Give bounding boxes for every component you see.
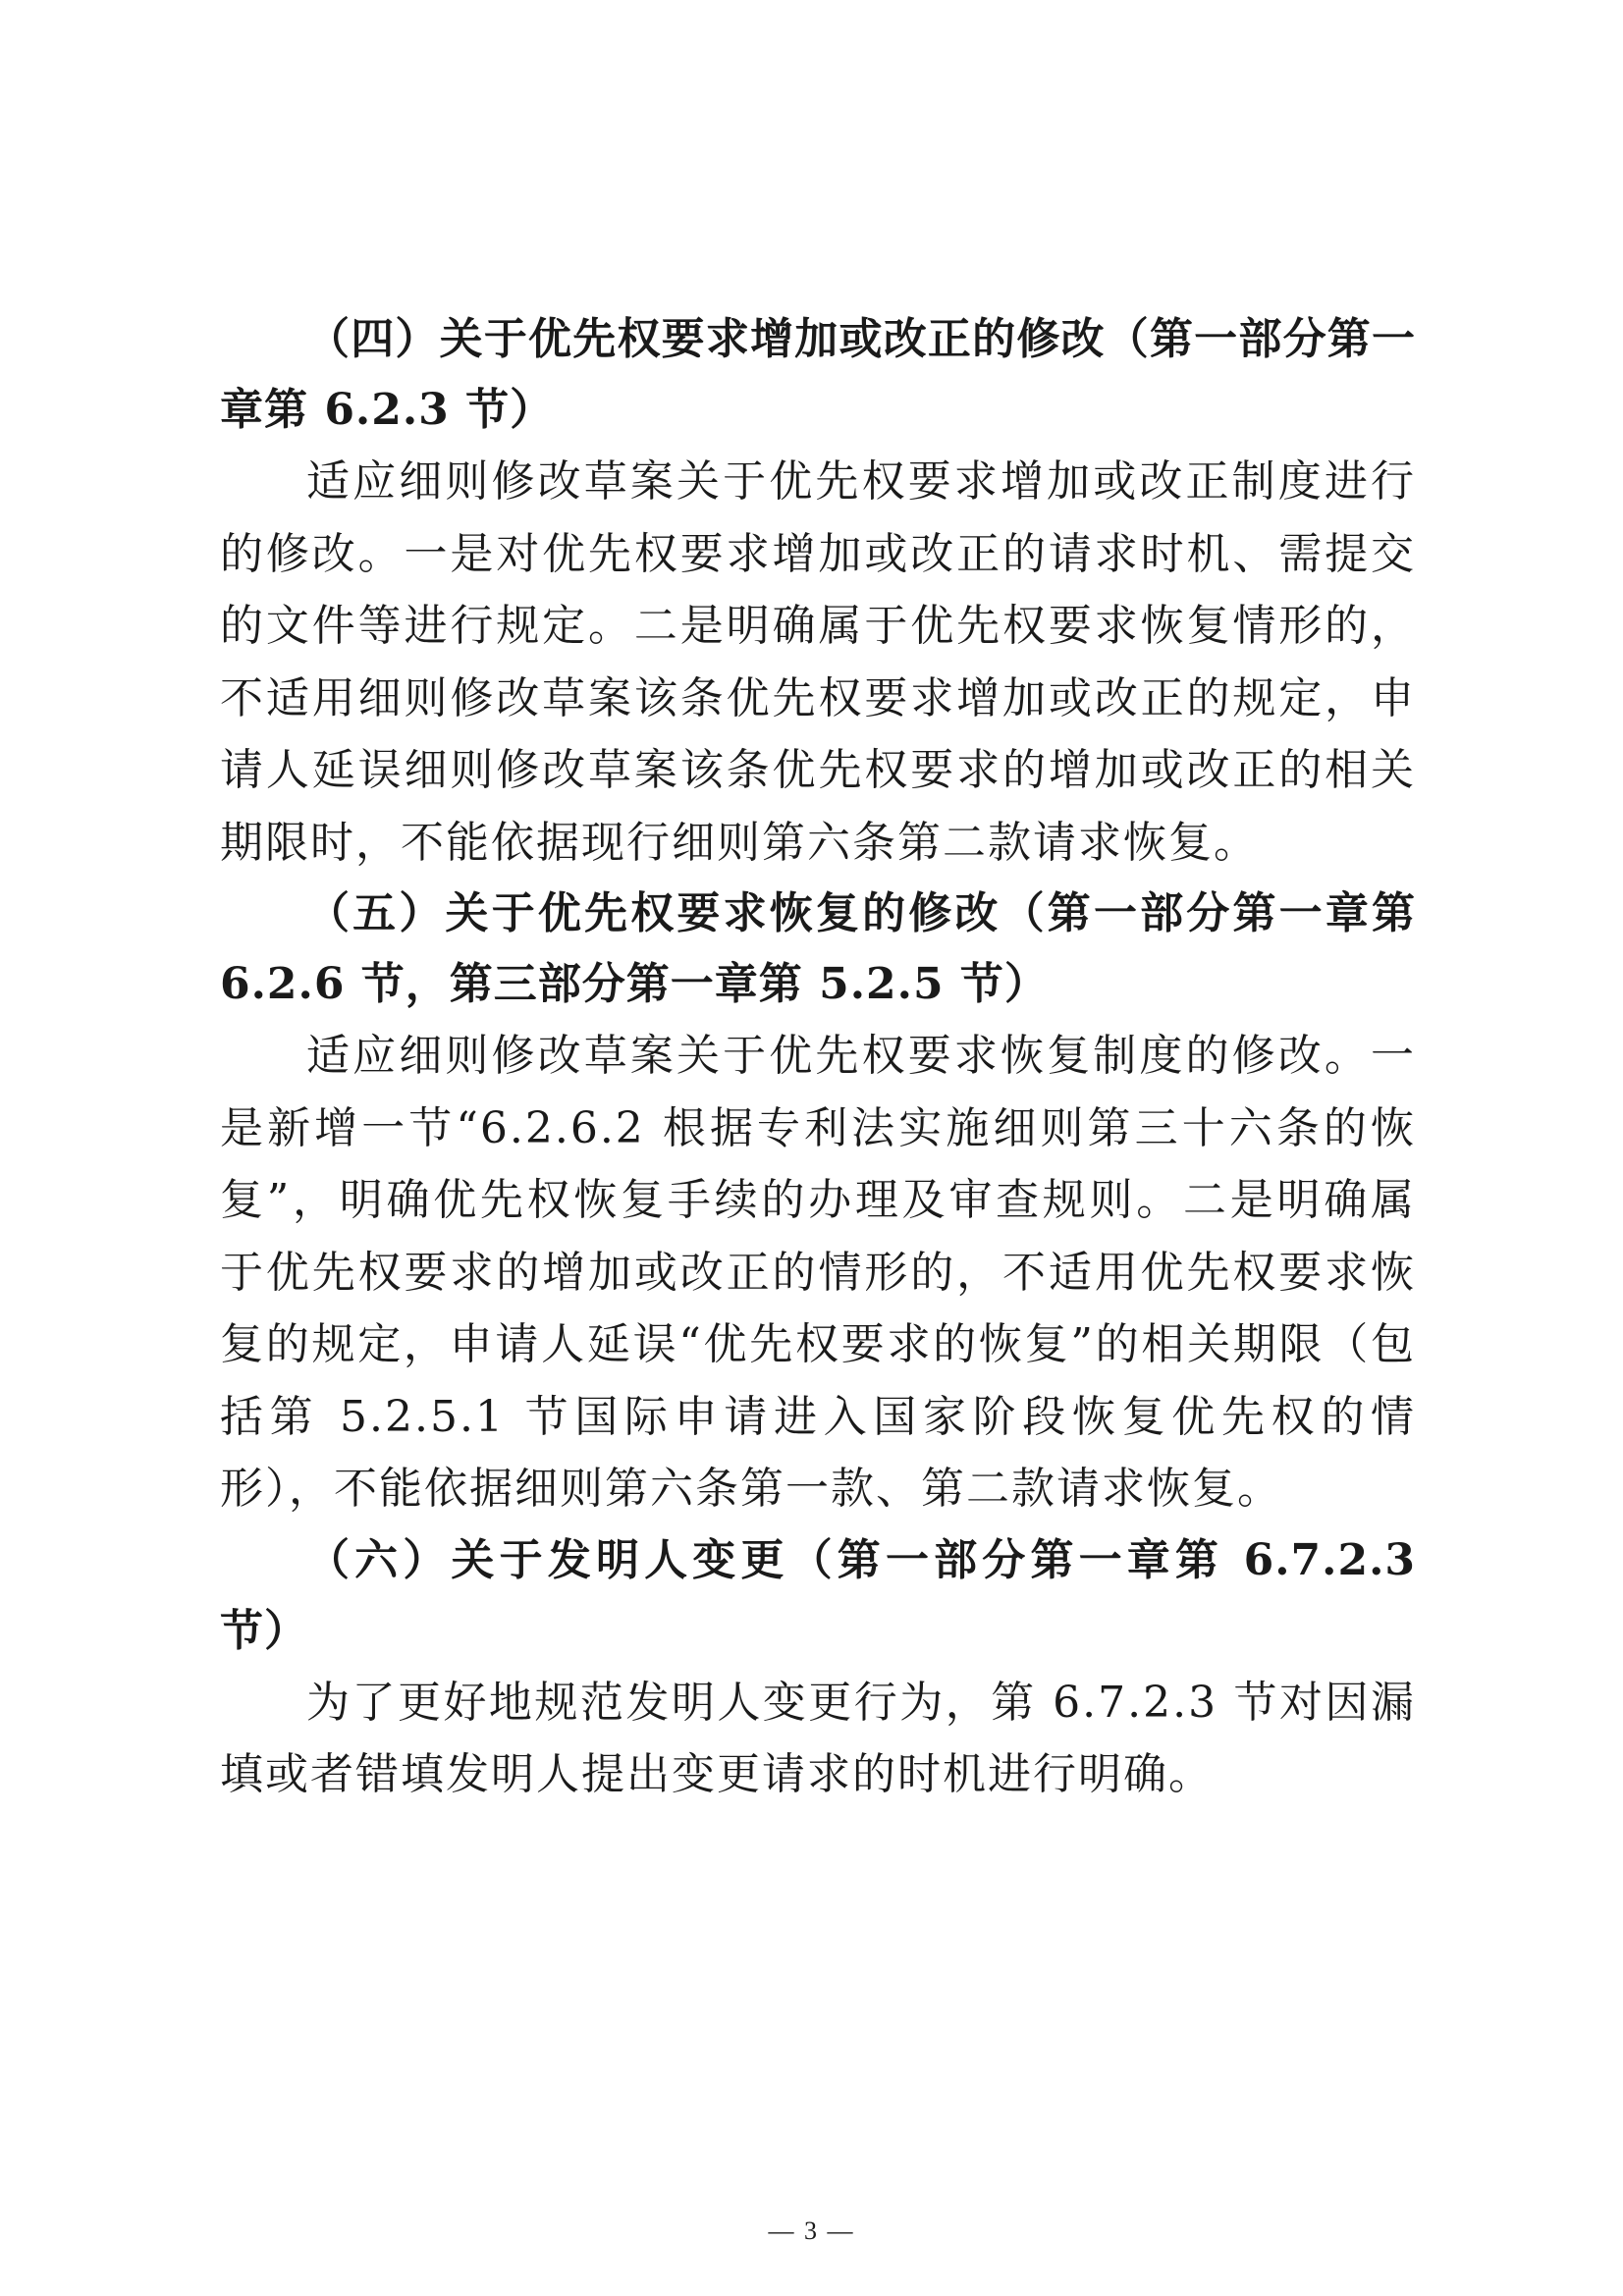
section-6 (220, 1525, 1416, 1811)
page-number: — 3 — (768, 2216, 855, 2245)
section-heading: （六）关于发明人变更（第一部分第一章第 6.7.2.3 节） (220, 1534, 1416, 1656)
document-body (220, 304, 1416, 1811)
section-5 (220, 879, 1416, 1525)
section-paragraph: 适应细则修改草案关于优先权要求增加或改正制度进行的修改。一是对优先权要求增加或改正的请求时机、需提交的文件等进行规定。二是明确属于优先权要求恢复情形的，不适用细则修改草案该条优先权要求增加或改正的规定，申请人延误细则修改草案该条优先权要求的增加或改正的相关期限时，不能依据现行细则第六条第二款请求恢复。 (220, 456, 1416, 868)
section-heading: （四）关于优先权要求增加或改正的修改（第一部分第一章第 6.2.3 节） (220, 314, 1416, 435)
section-paragraph: 适应细则修改草案关于优先权要求恢复制度的修改。一是新增一节“6.2.6.2 根据专利法实施细则第三十六条的恢复”，明确优先权恢复手续的办理及审查规则。二是明确属于优先权要求的增加或改正的情形的，不适用优先权要求恢复的规定，申请人延误“优先权要求的恢复”的相关期限（包括第 5.2.5.1 节国际申请进入国家阶段恢复优先权的情形），不能依据细则第六条第一款、第二款请求恢复。 (220, 1031, 1416, 1514)
section-heading: （五）关于优先权要求恢复的修改（第一部分第一章第 6.2.6 节，第三部分第一章第 5.2.5 节） (220, 888, 1416, 1009)
section-paragraph: 为了更好地规范发明人变更行为，第 6.7.2.3 节对因漏填或者错填发明人提出变更请求的时机进行明确。 (220, 1677, 1416, 1799)
section-4 (220, 304, 1416, 879)
